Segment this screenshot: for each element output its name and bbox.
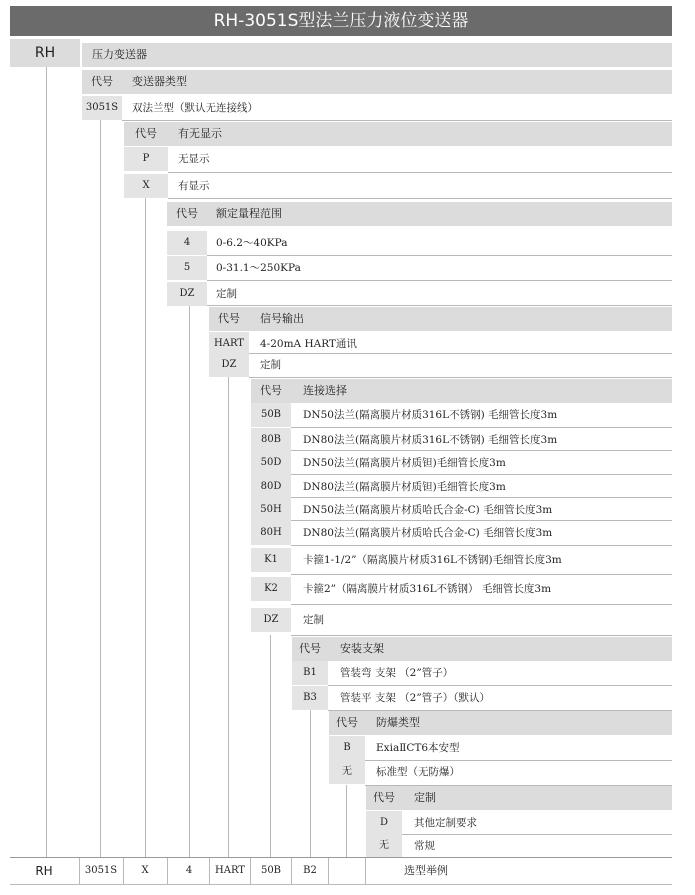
connector-line (100, 120, 101, 857)
option-desc: 0-31.1～250KPa (216, 262, 301, 274)
option-desc: 定制 (260, 359, 281, 371)
row-divider (168, 172, 672, 173)
example-code: X (141, 865, 149, 876)
example-code: RH (35, 864, 53, 878)
example-label: 选型举例 (404, 864, 448, 877)
option-desc: 定制 (216, 288, 237, 300)
connector-line (145, 198, 146, 857)
code-header: 代号 (91, 75, 113, 88)
option-desc: 定制 (303, 614, 324, 626)
root-name: 压力变送器 (92, 48, 147, 61)
code-header: 代号 (373, 791, 395, 804)
section-title-display: 有无显示 (178, 127, 222, 140)
row-divider (122, 120, 672, 121)
example-divider (328, 858, 329, 884)
option-code: 3051S (82, 96, 122, 120)
option-desc: 有显示 (178, 180, 210, 192)
example-code (366, 858, 402, 884)
connector-line (189, 305, 190, 857)
option-code: 50B (251, 403, 291, 427)
option-desc: 常规 (414, 840, 435, 852)
option-code: 无 (366, 834, 402, 858)
option-desc: ExiaⅡCT6本安型 (376, 742, 460, 754)
option-code: 50D (251, 451, 291, 475)
option-code: 50H (251, 498, 291, 522)
example-code (329, 858, 365, 884)
code-header: 代号 (299, 642, 321, 655)
row-divider (207, 305, 672, 306)
example-bottom-border (10, 884, 672, 885)
option-code: K2 (251, 577, 291, 601)
option-desc: 卡箍2”（隔离膜片材质316L不锈钢） 毛细管长度3m (303, 583, 552, 595)
row-divider (168, 198, 672, 199)
option-desc: 4-20mA HART通讯 (260, 338, 357, 350)
page-title: RH-3051S型法兰压力液位变送器 (10, 6, 672, 36)
option-desc: 标准型（无防爆） (376, 766, 460, 778)
row-divider (291, 604, 672, 605)
example-divider (365, 858, 366, 884)
connector-line (46, 67, 47, 857)
option-code: 4 (167, 231, 207, 255)
section-header-custom (366, 786, 672, 810)
code-header: 代号 (218, 312, 240, 325)
option-code: D (366, 811, 402, 835)
example-divider (123, 858, 124, 884)
option-desc: DN50法兰(隔离膜片材质哈氏合金-C) 毛细管长度3m (303, 504, 553, 516)
option-desc: DN80法兰(隔离膜片材质哈氏合金-C) 毛细管长度3m (303, 527, 553, 539)
section-title-custom: 定制 (414, 791, 436, 804)
option-desc: 双法兰型（默认无连接线） (132, 102, 258, 114)
option-code: 5 (167, 256, 207, 280)
option-code: 无 (329, 760, 365, 784)
option-code: HART (209, 332, 249, 356)
example-divider (209, 858, 210, 884)
section-title-range: 额定量程范围 (216, 207, 282, 220)
option-code: B3 (292, 686, 328, 710)
connector-line (228, 377, 229, 857)
code-header: 代号 (336, 716, 358, 729)
example-divider (291, 858, 292, 884)
example-divider (79, 858, 80, 884)
connector-line (346, 785, 347, 857)
option-code: 80B (251, 428, 291, 452)
option-desc: DN80法兰(隔离膜片材质钽)毛细管长度3m (303, 481, 506, 493)
option-code: P (124, 147, 168, 171)
root-code: RH (10, 39, 80, 67)
option-code: DZ (251, 608, 291, 632)
option-code: X (124, 174, 168, 198)
option-code: B1 (292, 661, 328, 685)
row-divider (291, 574, 672, 575)
example-divider (167, 858, 168, 884)
row-divider (249, 353, 672, 354)
option-code: B (329, 736, 365, 760)
option-desc: 无显示 (178, 153, 210, 165)
root-band (82, 43, 672, 67)
connector-line (270, 635, 271, 857)
row-divider (291, 545, 672, 546)
section-title-output: 信号输出 (260, 312, 304, 325)
option-desc: 其他定制要求 (414, 817, 477, 829)
row-divider (291, 635, 672, 636)
option-desc: 管装平 支架 （2”管子）（默认） (340, 692, 490, 704)
option-desc: 管装弯 支架 （2”管子） (340, 667, 454, 679)
option-code: K1 (251, 548, 291, 572)
example-code: B2 (303, 865, 317, 876)
option-desc: 卡箍1-1/2”（隔离膜片材质316L不锈钢)毛细管长度3m (303, 554, 562, 566)
code-header: 代号 (135, 127, 157, 140)
connector-line (310, 710, 311, 857)
section-title-mounting: 安装支架 (340, 642, 384, 655)
option-code: 80H (251, 521, 291, 545)
option-code: DZ (167, 282, 207, 306)
row-divider (207, 280, 672, 281)
code-header: 代号 (176, 207, 198, 220)
row-divider (249, 377, 672, 378)
section-title-explosion: 防爆类型 (376, 716, 420, 729)
option-desc: DN50法兰(隔离膜片材质钽)毛细管长度3m (303, 457, 506, 469)
row-divider (402, 834, 672, 835)
option-code: DZ (209, 353, 249, 377)
example-divider (250, 858, 251, 884)
example-code: HART (215, 865, 245, 876)
option-desc: DN50法兰(隔离膜片材质316L不锈钢) 毛细管长度3m (303, 409, 558, 421)
option-desc: 0-6.2～40KPa (216, 237, 288, 249)
code-header: 代号 (260, 384, 282, 397)
option-code: 80D (251, 475, 291, 499)
example-code: 3051S (84, 865, 118, 876)
option-desc: DN80法兰(隔离膜片材质316L不锈钢) 毛细管长度3m (303, 434, 558, 446)
section-title-type: 变送器类型 (132, 75, 187, 88)
example-code: 50B (260, 865, 282, 876)
section-title-connection: 连接选择 (303, 384, 347, 397)
example-code: 4 (185, 865, 193, 876)
